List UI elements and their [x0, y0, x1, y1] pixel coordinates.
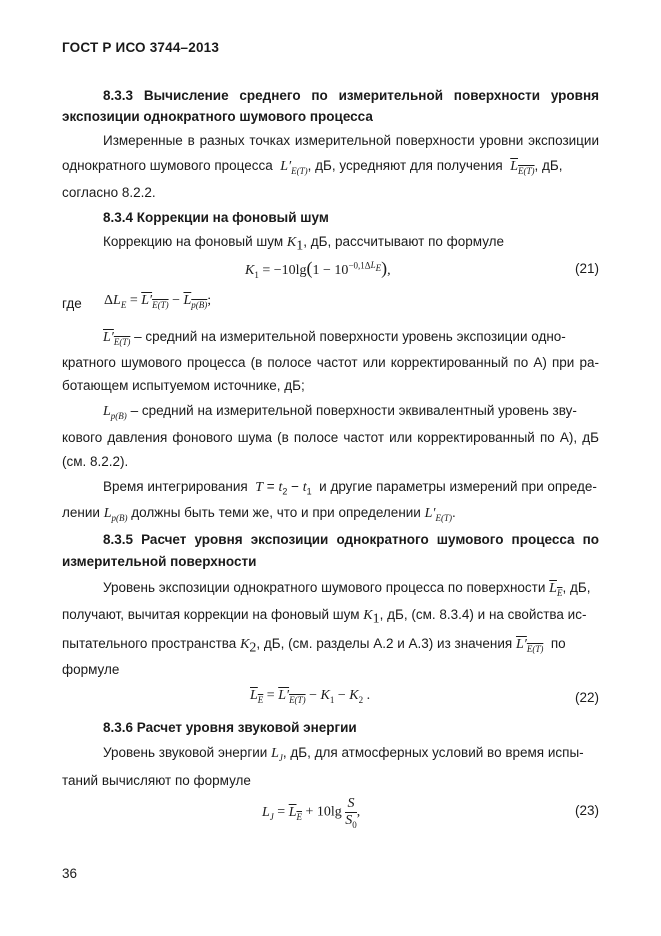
paragraph-text: Время интегрирования $T = t_2 - t_1$ и другие параметры измерений при опреде- — [103, 479, 597, 497]
section-8-3-5-title: 8.3.5 Расчет уровня экспозиции однократного шумового процесса по — [103, 532, 599, 547]
paragraph-text: Уровень звуковой энергии $L_J$, дБ, для атмосферных условий во время испы- — [103, 745, 584, 763]
paragraph-text: Измеренные в разных точках измерительной поверхности уровни экспозиции — [103, 133, 599, 148]
equation-number: (21) — [574, 261, 599, 276]
paragraph-text: Уровень экспозиции однократного шумового процесса по поверхности $L_E$, дБ, — [103, 580, 591, 598]
equation-number: (23) — [574, 803, 599, 818]
equation-number: (22) — [574, 690, 599, 705]
paragraph-text: получают, вычитая коррекции на фоновый шум $K_1$, дБ, (см. 8.3.4) и на свойства ис- — [62, 607, 587, 627]
page-number: 36 — [62, 866, 78, 881]
section-8-3-3-title: 8.3.3 Вычисление среднего по измерительной поверхности уровня — [103, 88, 599, 103]
paragraph-text: таний вычисляют по формуле — [62, 773, 251, 788]
formula-23: $L_J = L_E + 10\lg$ $\frac{S}{S_0}$ , — [262, 796, 361, 830]
definition-text: $L'_{E(T)}$ – средний на измерительной поверхности уровень экспозиции одно- — [103, 329, 566, 347]
paragraph-text: пытательного пространства $K_2$, дБ, (см. разделы А.2 и А.3) из значения $L'_{E(T)}$ по — [62, 636, 566, 656]
where-label: где — [62, 296, 82, 311]
paragraph-text: согласно 8.2.2. — [62, 185, 156, 200]
section-8-3-3-title-cont: экспозиции однократного шумового процесса — [62, 109, 373, 124]
formula-delta: $\Delta L_E = L'_{E(T)} - L_{p(B)}$; — [104, 293, 212, 310]
definition-text: кового давления фонового шума (в полосе частот или корректированный по А), дБ — [62, 430, 599, 445]
paragraph-text: Коррекцию на фоновый шум $K_1$, дБ, рассчитывают по формуле — [103, 234, 505, 254]
paragraph-text: однократного шумового процесса $L'_{E(T)}$, дБ, усредняют для получения $L_{E(T)}$, дБ, — [62, 158, 563, 176]
paragraph-text: формуле — [62, 662, 120, 677]
formula-inline: $L_{E(T)}$ — [510, 159, 535, 176]
section-8-3-4-title: 8.3.4 Коррекции на фоновый шум — [103, 210, 329, 225]
formula-22: $L_E = L'_{E(T)} - K_1 - K_2$ . — [250, 688, 371, 705]
formula-inline: $L'_{E(T)}$ — [280, 159, 308, 176]
definition-text: (см. 8.2.2). — [62, 454, 129, 469]
definition-text: кратного шумового процесса (в полосе частот или корректированный по А) при ра- — [62, 355, 599, 370]
definition-text: $L_{p(B)}$ – средний на измерительной поверхности эквивалентный уровень зву- — [103, 403, 577, 421]
definition-text: ботающем испытуемом источнике, дБ; — [62, 378, 305, 393]
document-header: ГОСТ Р ИСО 3744–2013 — [62, 40, 220, 55]
section-8-3-5-title-cont: измерительной поверхности — [62, 554, 257, 569]
paragraph-text: лении $L_{p(B)}$ должны быть теми же, что и при определении $L'_{E(T)}$. — [62, 505, 456, 523]
section-8-3-6-title: 8.3.6 Расчет уровня звуковой энергии — [103, 720, 357, 735]
formula-21: $K_1 = -10\lg(1 - 10^{-0,1\Delta L_E})$, — [245, 258, 391, 280]
